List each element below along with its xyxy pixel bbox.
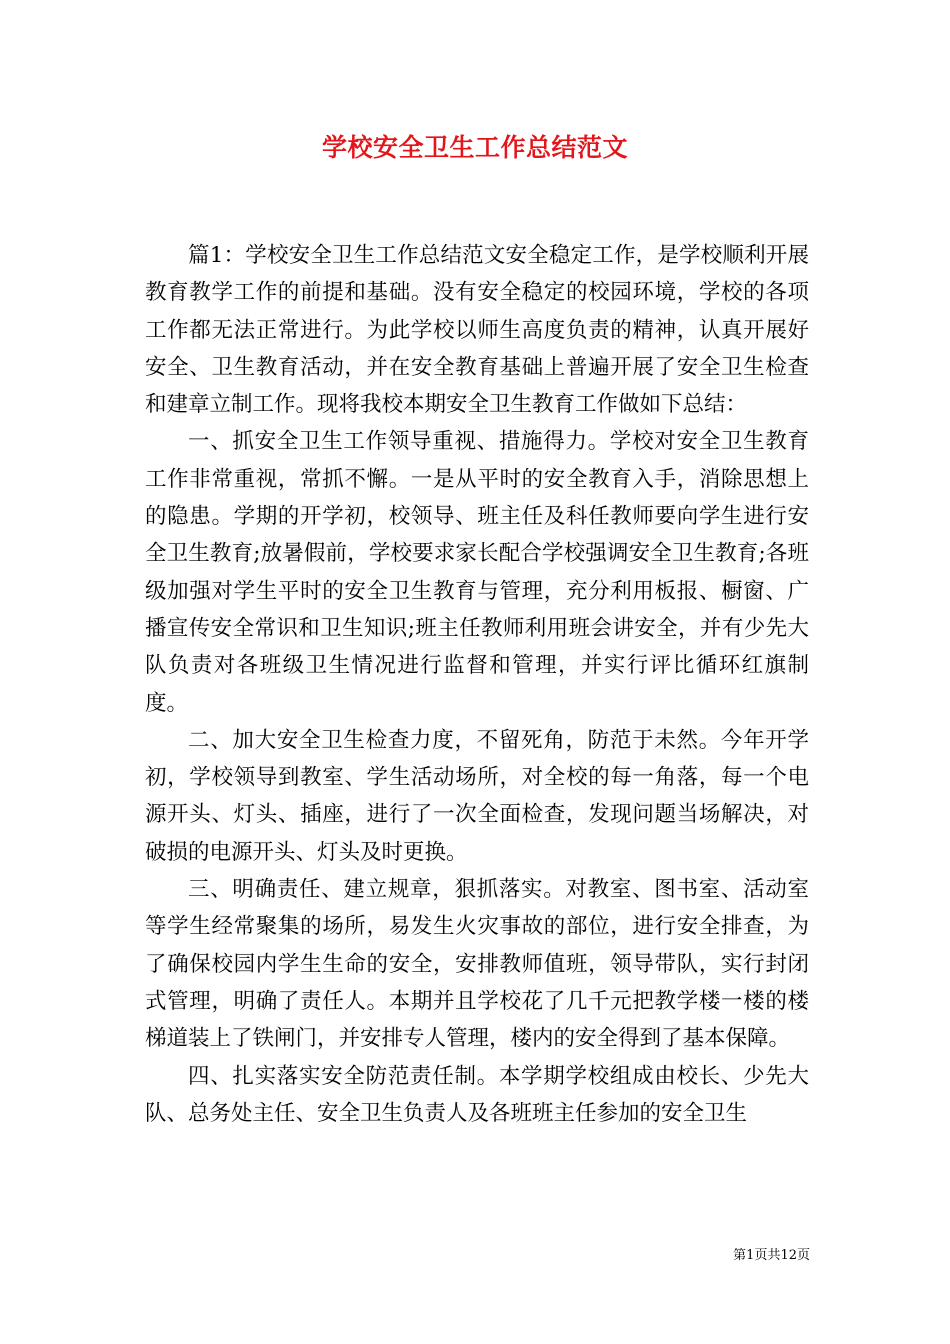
document-title: 学校安全卫生工作总结范文 [321,133,628,162]
paragraph-2: 一、抓安全卫生工作领导重视、措施得力。学校对安全卫生教育工作非常重视，常抓不懈。一是从平时的安全教育入手，消除思想上的隐患。学期的开学初，校领导、班主任及科任教师要向学生进行安全卫生教育;放暑假前，学校要求家长配合学校强调安全卫生教育;各班级加强对学生平时的安全卫生教育与管理，充分利用板报、橱窗、广播宣传安全常识和卫生知识;班主任教师利用班会讲安全，并有少先大队负责对各班级卫生情况进行监督和管理，并实行评比循环红旗制度。 [145,429,809,716]
paragraph-4: 三、明确责任、建立规章，狠抓落实。对教室、图书室、活动室等学生经常聚集的场所，易发生火灾事故的部位，进行安全排查，为了确保校园内学生生命的安全，安排教师值班，领导带队，实行封闭式管理，明确了责任人。本期并且学校花了几千元把教学楼一楼的楼梯道装上了铁闸门，并安排专人管理，楼内的安全得到了基本保障。 [145,877,809,1052]
page-number: 第1页共12页 [733,1248,810,1263]
document-body [145,237,809,1132]
paragraph-5: 四、扎实落实安全防范责任制。本学期学校组成由校长、少先大队、总务处主任、安全卫生负责人及各班班主任参加的安全卫生 [145,1063,809,1126]
paragraph-1: 篇1：学校安全卫生工作总结范文安全稳定工作，是学校顺利开展教育教学工作的前提和基础。没有安全稳定的校园环境，学校的各项工作都无法正常进行。为此学校以师生高度负责的精神，认真开展好安全、卫生教育活动，并在安全教育基础上普遍开展了安全卫生检查和建章立制工作。现将我校本期安全卫生教育工作做如下总结： [145,243,809,418]
paragraph-3: 二、加大安全卫生检查力度，不留死角，防范于未然。今年开学初，学校领导到教室、学生活动场所，对全校的每一角落，每一个电源开头、灯头、插座，进行了一次全面检查，发现问题当场解决，对破损的电源开头、灯头及时更换。 [145,727,809,865]
